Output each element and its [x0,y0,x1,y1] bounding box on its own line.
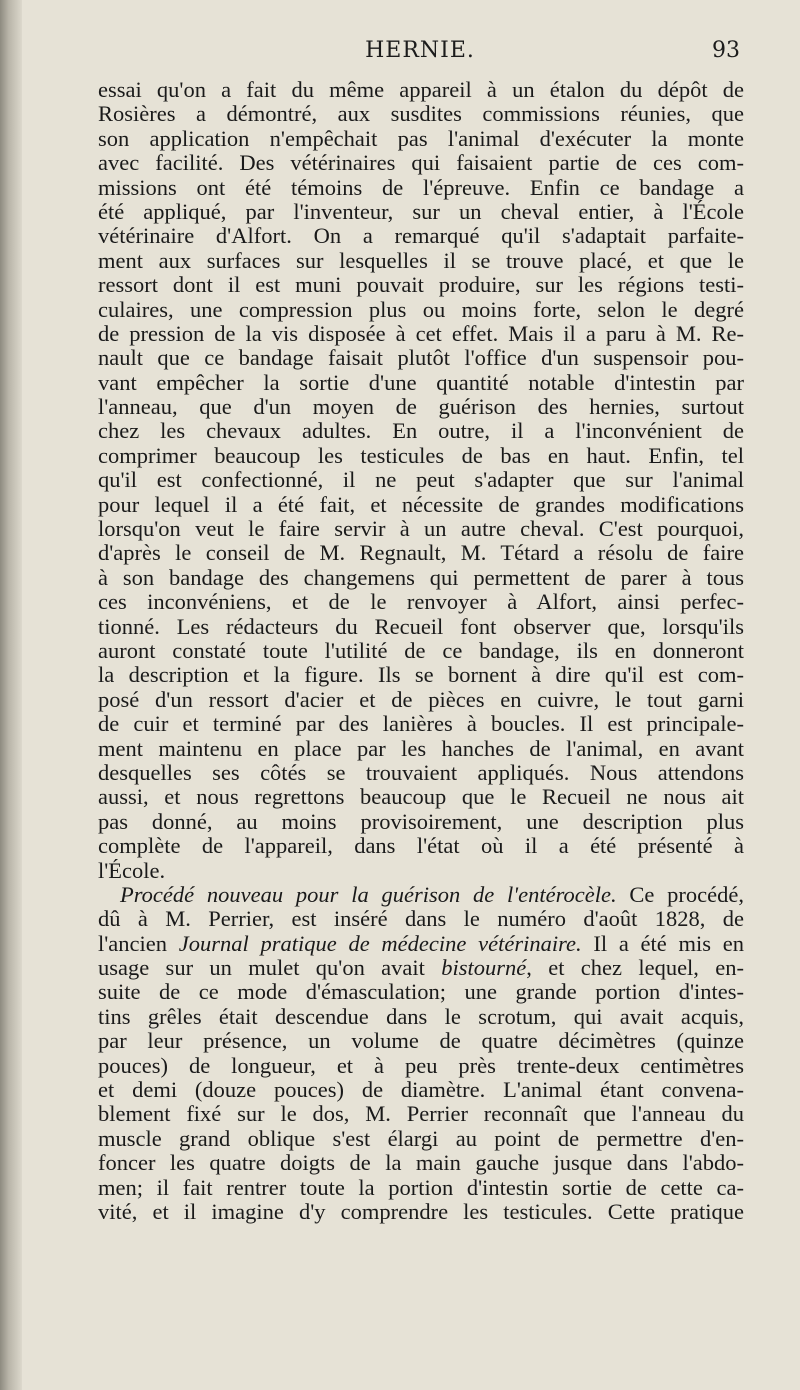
text-line: muscle grand oblique s'est élargi au point de permettre d'en- [98,1126,744,1151]
text-line: par leur présence, un volume de quatre décimètres (quinze [98,1029,744,1054]
paragraph-tetard-bandage [98,78,744,883]
page-number: 93 [712,38,740,63]
text-run: l'ancien [98,931,179,956]
text-line [98,956,744,980]
text-line: men; il fait rentrer toute la portion d'intestin sortie de cette ca- [98,1175,744,1200]
text-line: d'après le conseil de M. Regnault, M. Tétard a résolu de faire [98,541,744,566]
text-line: son application n'empêchait pas l'animal d'exécuter la monte [98,126,744,151]
text-line: ressort dont il est muni pouvait produire, sur les régions testi- [98,273,744,298]
running-head [100,38,740,68]
text-run: Ce procédé, [616,882,744,907]
text-line: vant empêcher la sortie d'une quantité notable d'intestin par [98,370,744,395]
text-line: de pression de la vis disposée à cet effet. Mais il a paru à M. Re- [98,321,744,346]
text-line: complète de l'appareil, dans l'état où il a été présenté à [98,834,744,859]
text-line: qu'il est confectionné, il ne peut s'adapter que sur l'animal [98,468,744,493]
text-line: avec facilité. Des vétérinaires qui faisaient partie de ces com- [98,151,744,176]
text-line: desquelles ses côtés se trouvaient appliqués. Nous attendons [98,760,744,785]
text-line: été appliqué, par l'inventeur, sur un cheval entier, à l'École [98,199,744,224]
text-line: pas donné, au moins provisoirement, une description plus [98,809,744,834]
text-line: posé d'un ressort d'acier et de pièces en cuivre, le tout garni [98,687,744,712]
text-line: de cuir et terminé par des lanières à boucles. Il est principale- [98,712,744,737]
text-line: culaires, une compression plus ou moins forte, selon le degré [98,297,744,322]
text-line: comprimer beaucoup les testicules de bas en haut. Enfin, tel [98,443,744,468]
text-line: et demi (douze pouces) de diamètre. L'animal étant convena- [98,1078,744,1103]
italic-term: bistourné [441,956,527,981]
text-line: l'anneau, que d'un moyen de guérison des hernies, surtout [98,395,744,420]
paragraph-perrier-procedure [98,883,744,1224]
text-line: blement fixé sur le dos, M. Perrier reconnaît que l'anneau du [98,1102,744,1127]
text-line: tionné. Les rédacteurs du Recueil font observer que, lorsqu'ils [98,614,744,639]
text-line: ces inconvéniens, et de le renvoyer à Alfort, ainsi perfec- [98,590,744,615]
page-gutter-shadow [0,0,22,1390]
text-line: vité, et il imagine d'y comprendre les testicules. Cette pratique [98,1199,744,1224]
text-line: lorsqu'on veut le faire servir à un autre cheval. C'est pourquoi, [98,517,744,542]
text-line: essai qu'on a fait du même appareil à un étalon du dépôt de [98,78,744,102]
text-line: dû à M. Perrier, est inséré dans le numéro d'août 1828, de [98,907,744,932]
text-line: la description et la figure. Ils se bornent à dire qu'il est com- [98,663,744,688]
text-line: missions ont été témoins de l'épreuve. Enfin ce bandage a [98,175,744,200]
text-line: Rosières a démontré, aux susdites commissions réunies, que [98,102,744,127]
text-line: ment aux surfaces sur lesquelles il se trouve placé, et que le [98,248,744,273]
text-run: Il a été mis en [581,931,744,956]
text-line: pouces) de longueur, et à peu près trente-deux centimètres [98,1053,744,1078]
text-run: , et chez lequel, en- [526,956,744,981]
text-line: auront constaté toute l'utilité de ce bandage, ils en donneront [98,638,744,663]
text-line: suite de ce mode d'émasculation; une grande portion d'intes- [98,980,744,1005]
text-line: à son bandage des changemens qui permettent de parer à tous [98,565,744,590]
text-line: pour lequel il a été fait, et nécessite de grandes modifications [98,492,744,517]
text-line [98,883,744,907]
text-line: nault que ce bandage faisait plutôt l'office d'un suspensoir pou- [98,346,744,371]
text-line [98,932,744,956]
text-line: vétérinaire d'Alfort. On a remarqué qu'il s'adaptait parfaite- [98,224,744,249]
text-line: l'École. [98,858,166,883]
body-text [98,78,744,1224]
text-line: foncer les quatre doigts de la main gauche jusque dans l'abdo- [98,1151,744,1176]
text-run: usage sur un mulet qu'on avait [98,956,442,981]
text-line: tins grêles était descendue dans le scrotum, qui avait acquis, [98,1004,744,1029]
journal-title: Journal pratique de médecine vétérinaire. [178,931,582,956]
running-title: HERNIE. [365,38,475,63]
text-line: ment maintenu en place par les hanches de l'animal, en avant [98,736,744,761]
text-line: chez les chevaux adultes. En outre, il a l'inconvénient de [98,419,744,444]
text-line: aussi, et nous regrettons beaucoup que le Recueil ne nous ait [98,785,744,810]
section-lead-title: Procédé nouveau pour la guérison de l'entérocèle. [120,882,617,907]
